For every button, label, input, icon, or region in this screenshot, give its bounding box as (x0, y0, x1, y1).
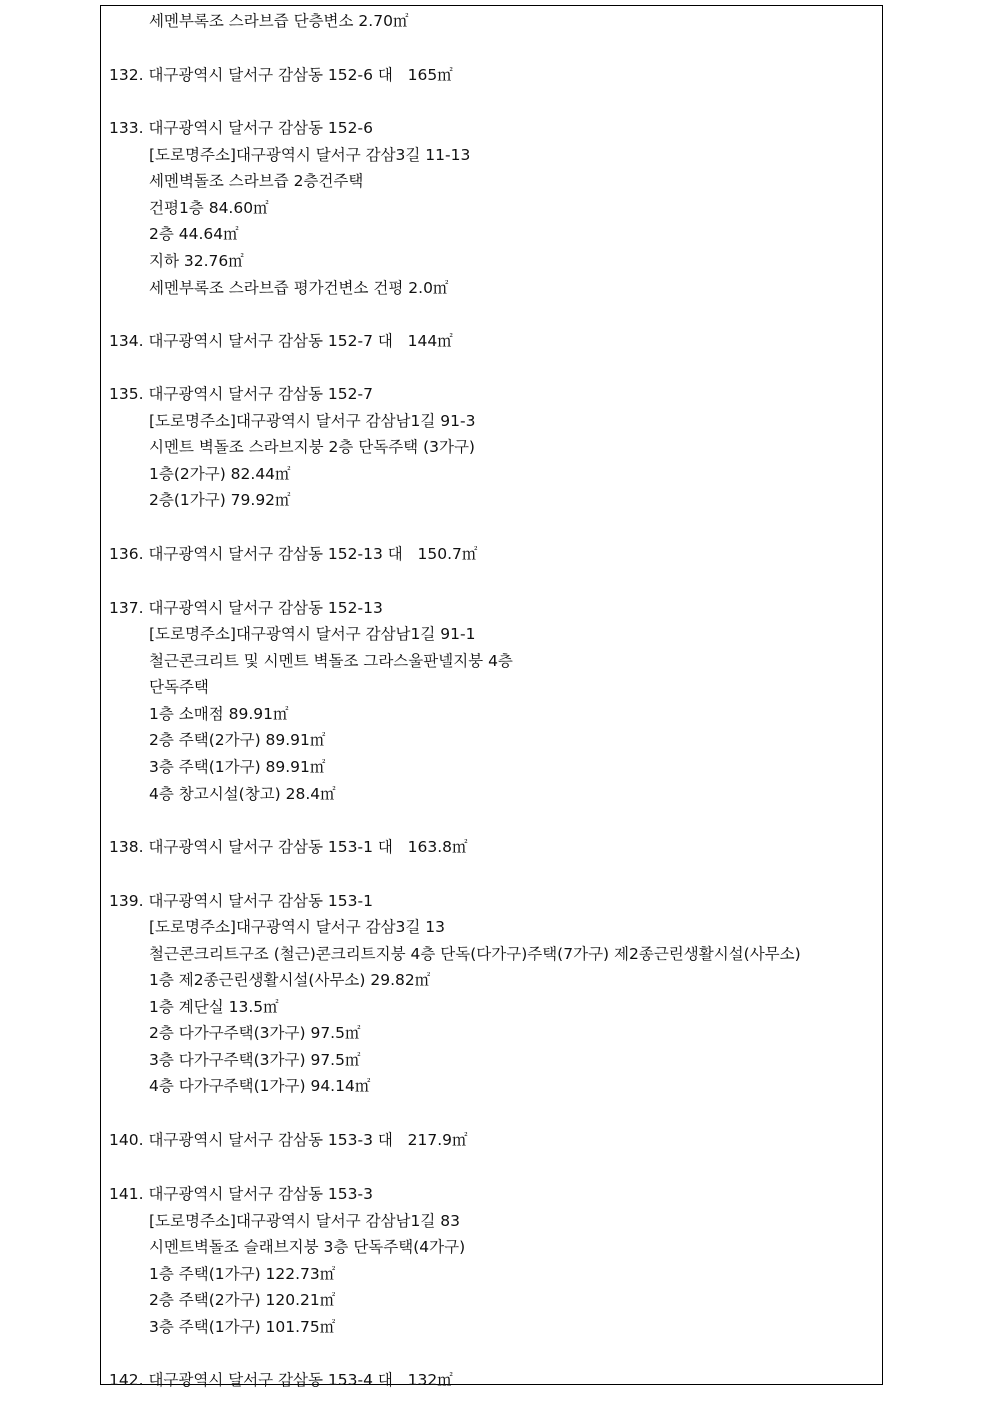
entry-detail: 3층 다가구주택(3가구) 97.5㎡ (149, 1051, 361, 1069)
entry-heading: 140. 대구광역시 달서구 감삼동 153-3 대 217.9㎡ (109, 1131, 468, 1149)
entry-detail: 3층 주택(1가구) 89.91㎡ (149, 758, 326, 776)
entry-detail: 시멘트벽돌조 슬래브지붕 3층 단독주택(4가구) (149, 1238, 466, 1256)
entry-detail: 시멘트 벽돌조 스라브지붕 2층 단독주택 (3가구) (149, 438, 475, 456)
entry-detail: 1층 주택(1가구) 122.73㎡ (149, 1265, 336, 1283)
entry-detail: [도로명주소]대구광역시 달서구 감삼남1길 83 (149, 1212, 461, 1230)
entry-detail: 건평1층 84.60㎡ (149, 199, 269, 217)
entry-detail: 1층(2가구) 82.44㎡ (149, 465, 291, 483)
entry-heading: 132. 대구광역시 달서구 감삼동 152-6 대 165㎡ (109, 66, 453, 84)
entry-detail: 1층 제2종근린생활시설(사무소) 29.82㎡ (149, 971, 431, 989)
entry-heading: 141. 대구광역시 달서구 감삼동 153-3 (109, 1185, 373, 1203)
entry-detail: 4층 창고시설(창고) 28.4㎡ (149, 785, 336, 803)
entry-detail: [도로명주소]대구광역시 달서구 감삼3길 13 (149, 918, 446, 936)
entry-heading: 139. 대구광역시 달서구 감삼동 153-1 (109, 892, 373, 910)
entry-detail: [도로명주소]대구광역시 달서구 감삼남1길 91-1 (149, 625, 476, 643)
entry-detail: 단독주택 (149, 678, 209, 696)
entry-detail: 2층 주택(2가구) 89.91㎡ (149, 731, 326, 749)
entry-detail: [도로명주소]대구광역시 달서구 감삼3길 11-13 (149, 146, 471, 164)
entry-heading: 136. 대구광역시 달서구 감삼동 152-13 대 150.7㎡ (109, 545, 478, 563)
entry-detail: 세멘벽돌조 스라브즙 2층건주택 (149, 172, 364, 190)
entry-heading: 142. 대구광역시 달서구 감삼동 153-4 대 132㎡ (109, 1371, 453, 1389)
entry-detail: [도로명주소]대구광역시 달서구 감삼남1길 91-3 (149, 412, 476, 430)
entry-heading: 134. 대구광역시 달서구 감삼동 152-7 대 144㎡ (109, 332, 453, 350)
entry-detail: 1층 계단실 13.5㎡ (149, 998, 279, 1016)
entry-detail: 지하 32.76㎡ (149, 252, 244, 270)
entry-detail: 철근콘크리트구조 (철근)콘크리트지붕 4층 단독(다가구)주택(7가구) 제2종근린생활시설(사무소) (149, 945, 801, 963)
entry-detail: 1층 소매점 89.91㎡ (149, 705, 289, 723)
entry-detail: 2층 주택(2가구) 120.21㎡ (149, 1291, 336, 1309)
entry-detail: 철근콘크리트 및 시멘트 벽돌조 그라스울판넬지붕 4층 (149, 652, 513, 670)
entry-detail: 2층 44.64㎡ (149, 225, 239, 243)
entry-detail: 4층 다가구주택(1가구) 94.14㎡ (149, 1077, 371, 1095)
entry-heading: 133. 대구광역시 달서구 감삼동 152-6 (109, 119, 373, 137)
entry-detail: 3층 주택(1가구) 101.75㎡ (149, 1318, 336, 1336)
entry-detail: 2층 다가구주택(3가구) 97.5㎡ (149, 1024, 361, 1042)
entry-heading: 138. 대구광역시 달서구 감삼동 153-1 대 163.8㎡ (109, 838, 468, 856)
entry-detail: 세멘부록조 스라브즙 평가건변소 건평 2.0㎡ (149, 279, 449, 297)
document-frame (100, 5, 883, 1389)
entry-heading: 137. 대구광역시 달서구 감삼동 152-13 (109, 599, 383, 617)
entry-detail: 세멘부록조 스라브즙 단층변소 2.70㎡ (149, 12, 409, 30)
entry-heading: 135. 대구광역시 달서구 감삼동 152-7 (109, 385, 373, 403)
entry-detail: 2층(1가구) 79.92㎡ (149, 491, 291, 509)
